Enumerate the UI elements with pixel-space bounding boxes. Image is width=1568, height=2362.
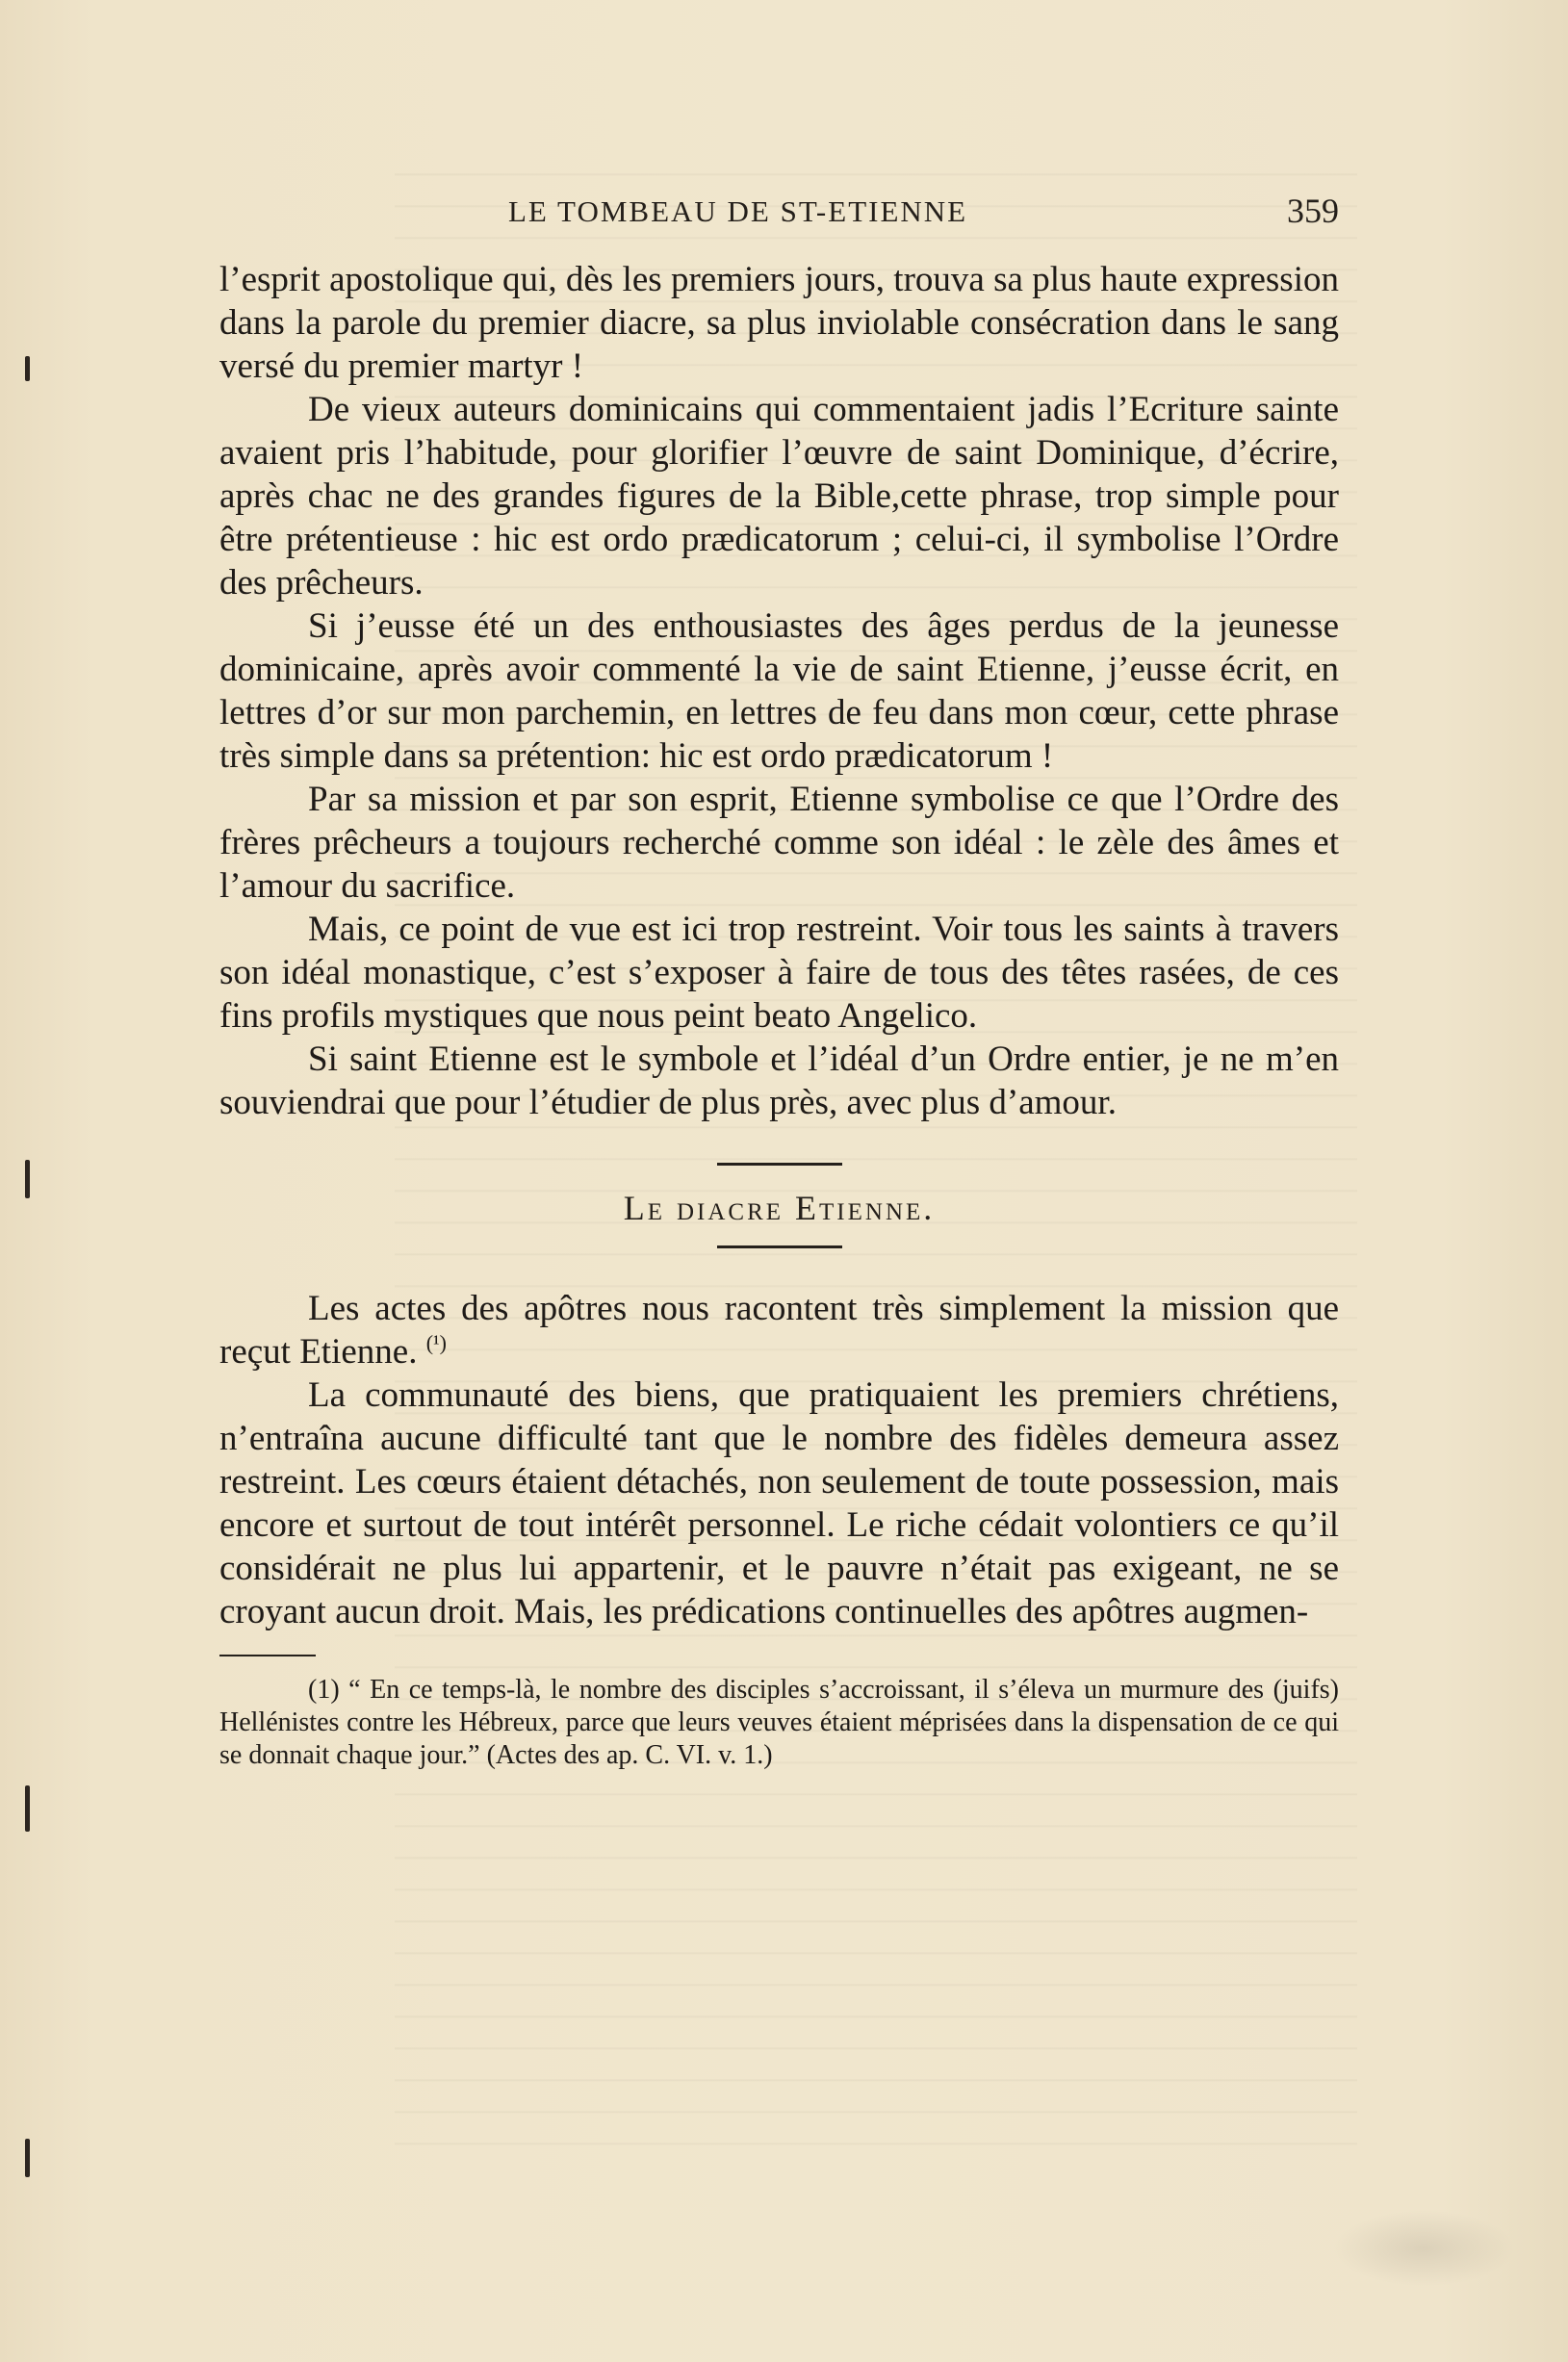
section-heading: Le diacre Etienne. — [623, 1189, 936, 1227]
paragraph: La communauté des biens, que pratiquaient les premiers chrétiens, n’entraîna aucune difficulté tant que le nombre des fidèles demeura assez restreint. Les cœurs étaient détachés, non seulement de toute possession, mais encore et surtout de tout intérêt personnel. Le riche cédait volontiers ce qu’il considérait ne plus lui appartenir, et le pauvre n’était pas exigeant, ne se croyant aucun droit. Mais, les prédications continuelles des apôtres augmen- — [219, 1375, 1339, 1631]
paragraph: Mais, ce point de vue est ici trop restreint. Voir tous les saints à travers son idéal monastique, c’est s’exposer à faire de tous des têtes rasées, de ces fins profils mystiques que nous peint beato Angelico. — [219, 910, 1339, 1036]
running-title: LE TOMBEAU DE ST-ETIENNE — [508, 194, 968, 228]
page-header — [219, 191, 1339, 248]
footnote-rule — [219, 1655, 316, 1656]
margin-mark — [25, 356, 30, 381]
paragraph: Si saint Etienne est le symbole et l’idéal d’un Ordre entier, je ne m’en souviendrai que pour l’étudier de plus près, avec plus d’amour. — [219, 1040, 1339, 1122]
paragraph — [219, 1287, 1339, 1374]
paragraph: l’esprit apostolique qui, dès les premiers jours, trouva sa plus haute expression dans la parole du premier diacre, sa plus inviolable consécration dans le sang versé du premier martyr ! — [219, 260, 1339, 386]
paragraph-text: Les actes des apôtres nous racontent très simplement la mission que reçut Etienne. — [219, 1289, 1339, 1372]
footnote: (1) “ En ce temps-là, le nombre des disciples s’accroissant, il s’éleva un murmure des (juifs) Hellénistes contre les Hébreux, parce que leurs veuves étaient méprisées dans la dispensation de ce qui se donnait chaque jour.” (Actes des ap. C. VI. v. 1.) — [219, 1675, 1339, 1770]
body-text — [219, 258, 1339, 1772]
section-rule-bottom — [717, 1245, 842, 1248]
margin-mark — [25, 1160, 30, 1198]
paragraph: Par sa mission et par son esprit, Etienne symbolise ce que l’Ordre des frères prêcheurs a toujours recherché comme son idéal : le zèle des âmes et l’amour du sacrifice. — [219, 780, 1339, 906]
paragraph: De vieux auteurs dominicains qui commentaient jadis l’Ecriture sainte avaient pris l’habitude, pour glorifier l’œuvre de saint Dominique, d’écrire, après chac ne des grandes figures de la Bible,cette phrase, trop simple pour être prétentieuse : hic est ordo prædicatorum ; celui-ci, il symbolise l’Ordre des prêcheurs. — [219, 390, 1339, 603]
footnote-reference: (¹) — [425, 1330, 447, 1355]
paragraph: Si j’eusse été un des enthousiastes des âges perdus de la jeunesse dominicaine, après avoir commenté la vie de saint Etienne, j’eusse écrit, en lettres d’or sur mon parchemin, en lettres de feu dans mon cœur, cette phrase très simple dans sa prétention: hic est ordo prædicatorum ! — [219, 606, 1339, 776]
section-rule-top — [717, 1163, 842, 1166]
margin-mark — [25, 1785, 30, 1832]
margin-mark — [25, 2139, 30, 2177]
page-number: 359 — [1287, 192, 1339, 230]
paper-smudge — [1332, 2210, 1515, 2287]
